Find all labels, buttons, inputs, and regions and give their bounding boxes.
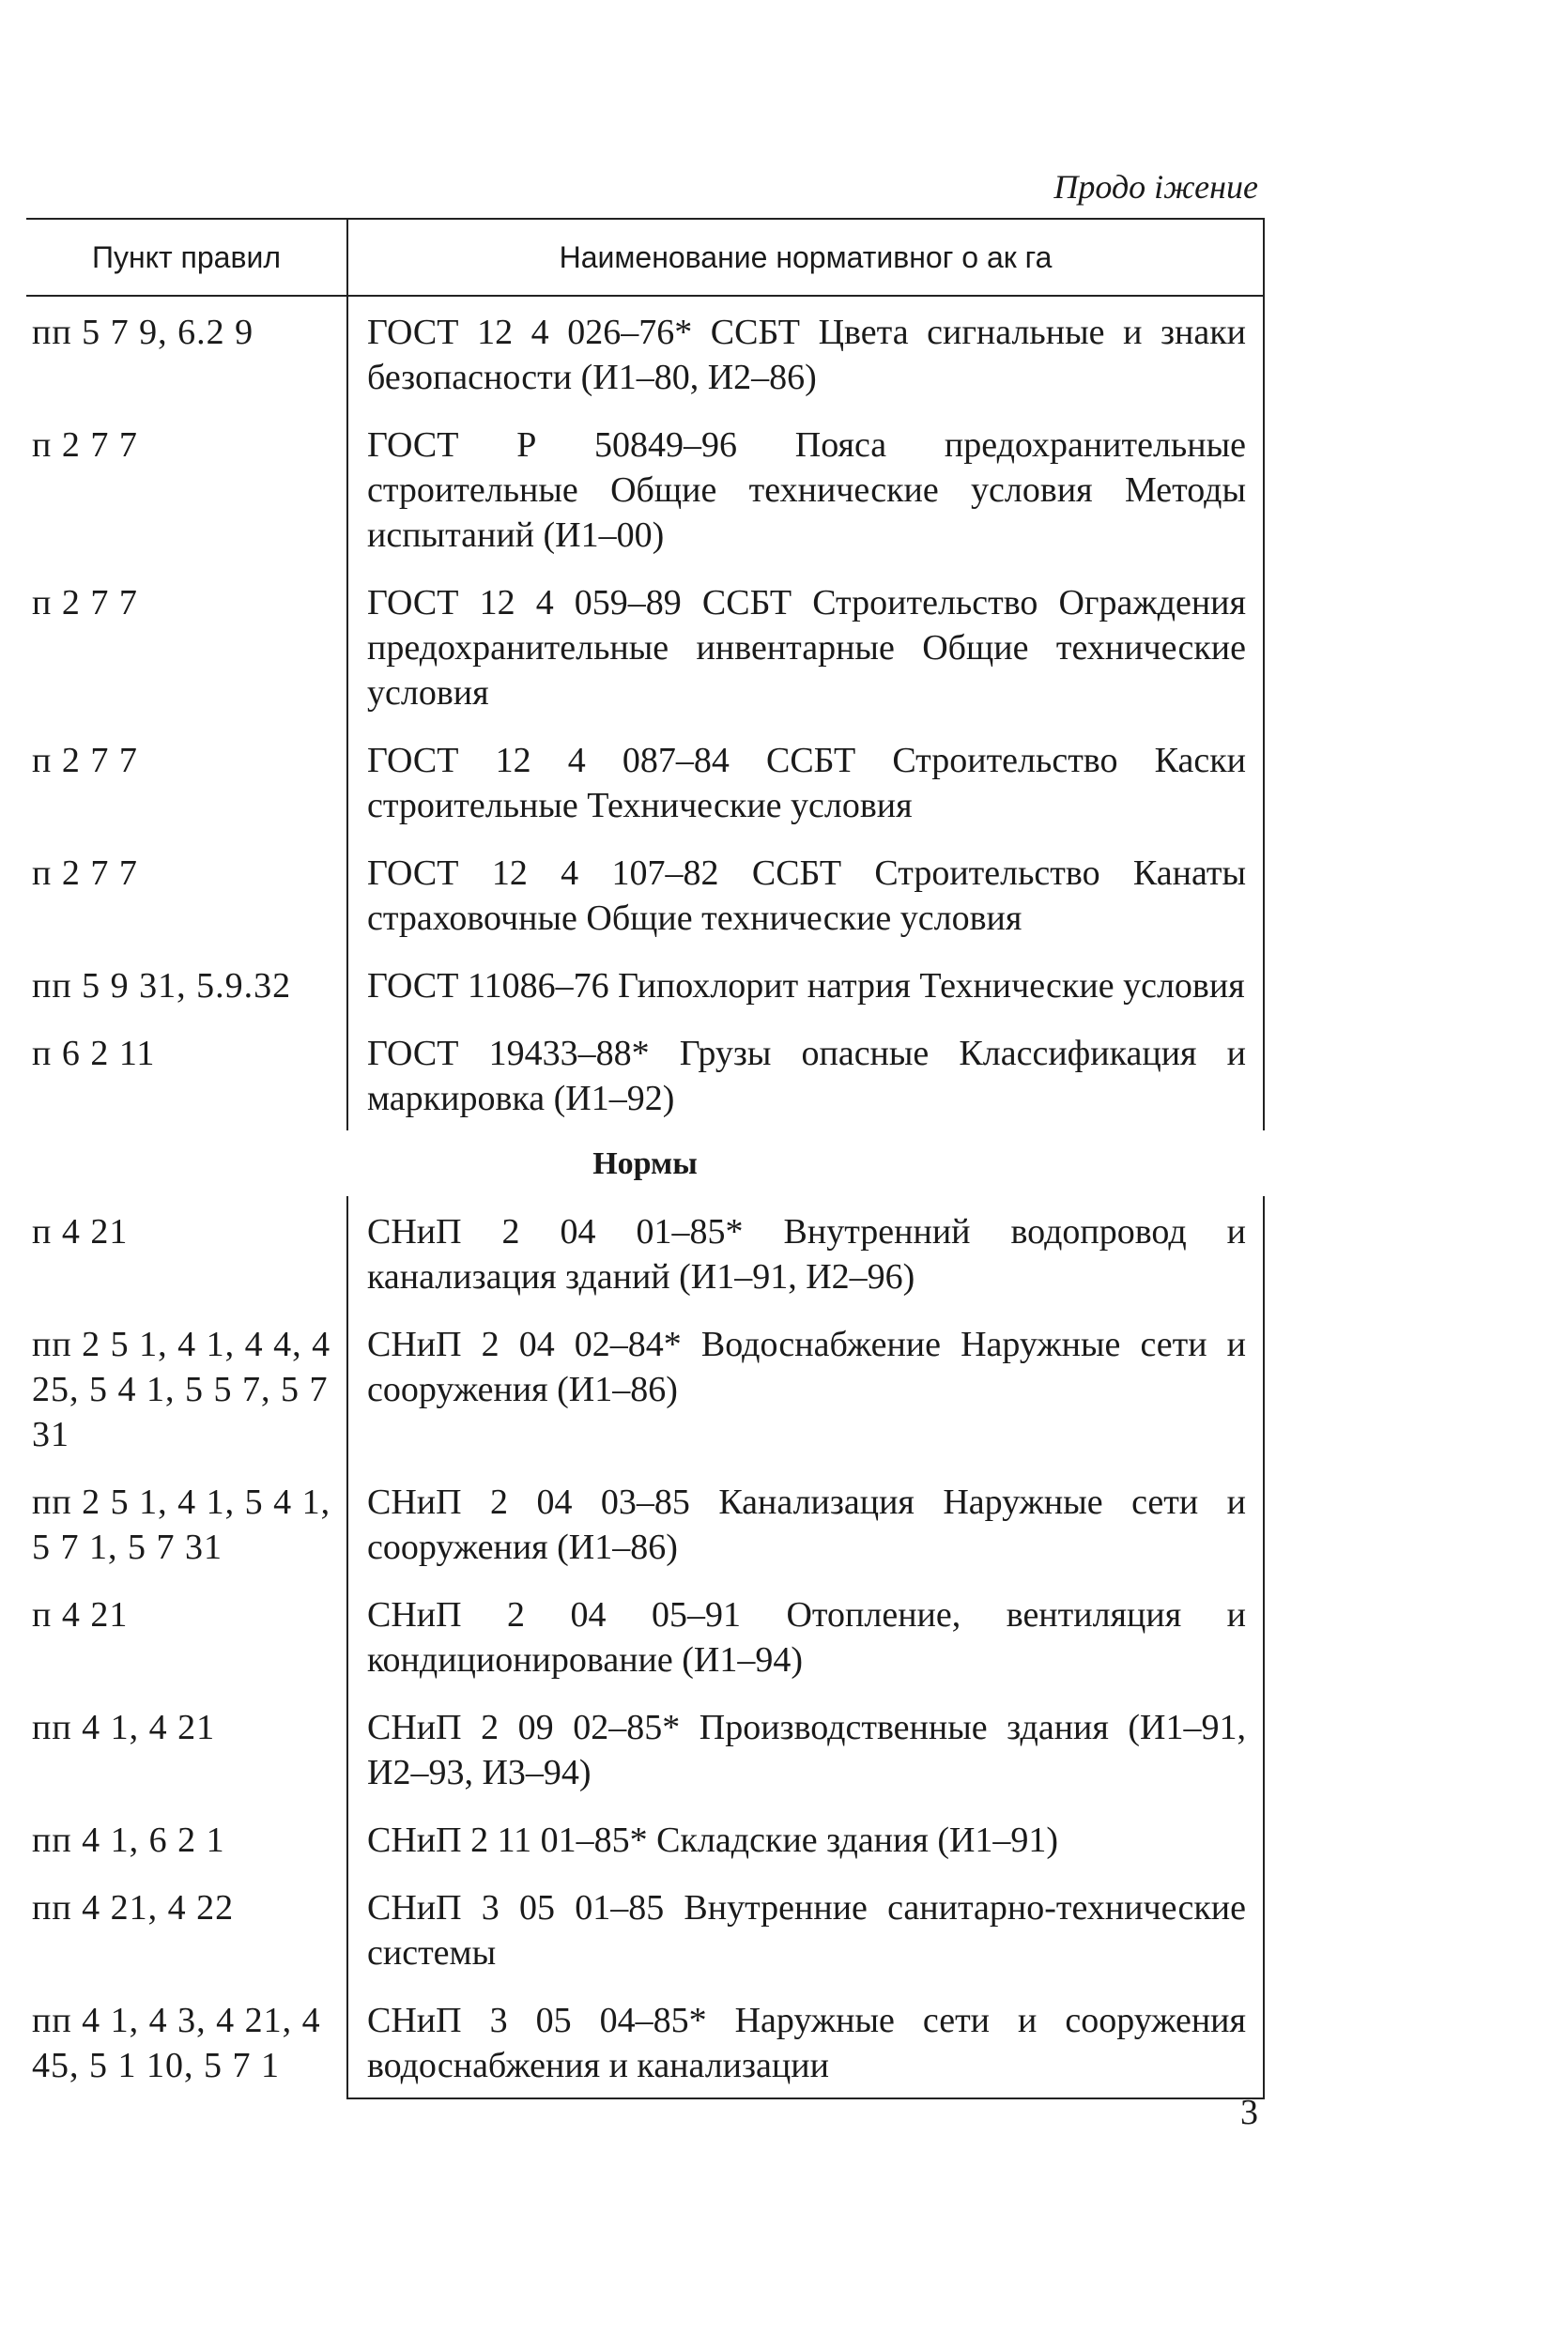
table-row bbox=[26, 725, 1264, 837]
clause-cell: пп 2 5 1, 4 1, 5 4 1, 5 7 1, 5 7 31 bbox=[32, 1483, 331, 1567]
table-row bbox=[26, 409, 1264, 567]
clause-cell: п 6 2 11 bbox=[32, 1034, 156, 1073]
table-row bbox=[26, 1805, 1264, 1872]
table-row bbox=[26, 1872, 1264, 1985]
clause-cell: пп 4 21, 4 22 bbox=[32, 1888, 235, 1928]
table-row bbox=[26, 1579, 1264, 1692]
table-row bbox=[26, 1467, 1264, 1579]
normative-acts-table bbox=[26, 218, 1265, 2099]
clause-cell: пп 5 9 31, 5.9.32 bbox=[32, 966, 292, 1006]
act-cell: СНиП 2 09 02–85* Производственные здания (И1–91, И2–93, И3–94) bbox=[347, 1692, 1264, 1805]
table-row bbox=[26, 1692, 1264, 1805]
clause-cell: п 4 21 bbox=[32, 1212, 129, 1252]
table-row bbox=[26, 567, 1264, 725]
act-cell: СНиП 2 04 05–91 Отопление, вентиляция и кондиционирование (И1–94) bbox=[347, 1579, 1264, 1692]
act-cell: ГОСТ 19433–88* Грузы опасные Классификация и маркировка (И1–92) bbox=[347, 1018, 1264, 1130]
column-header-clause: Пункт правил bbox=[26, 219, 347, 296]
act-cell: ГОСТ 11086–76 Гипохлорит натрия Технические условия bbox=[347, 950, 1264, 1018]
act-cell: ГОСТ Р 50849–96 Пояса предохранительные строительные Общие технические условия Методы испытаний (И1–00) bbox=[347, 409, 1264, 567]
clause-cell: п 4 21 bbox=[32, 1595, 129, 1635]
table-row bbox=[26, 950, 1264, 1018]
table-row bbox=[26, 296, 1264, 409]
clause-cell: пп 4 1, 6 2 1 bbox=[32, 1821, 225, 1860]
act-cell: СНиП 2 04 02–84* Водоснабжение Наружные сети и сооружения (И1–86) bbox=[347, 1309, 1264, 1467]
clause-cell: п 2 7 7 bbox=[32, 425, 138, 465]
column-header-act: Наименование нормативног о ак га bbox=[347, 219, 1264, 296]
table-header-row bbox=[26, 219, 1264, 296]
table-row bbox=[26, 837, 1264, 950]
table-row bbox=[26, 1196, 1264, 1309]
clause-cell: пп 4 1, 4 3, 4 21, 4 45, 5 1 10, 5 7 1 bbox=[32, 2001, 321, 2085]
clause-cell: пп 5 7 9, 6.2 9 bbox=[32, 313, 254, 352]
section-row bbox=[26, 1130, 1264, 1196]
table-row bbox=[26, 1309, 1264, 1467]
clause-cell: пп 2 5 1, 4 1, 4 4, 4 25, 5 4 1, 5 5 7, 5 7 31 bbox=[32, 1325, 331, 1454]
page-number: 3 bbox=[1240, 2093, 1258, 2132]
act-cell: ГОСТ 12 4 087–84 ССБТ Строительство Каски строительные Технические условия bbox=[347, 725, 1264, 837]
act-cell: СНиП 3 05 01–85 Внутренние санитарно-технические системы bbox=[347, 1872, 1264, 1985]
clause-cell: п 2 7 7 bbox=[32, 853, 138, 893]
clause-cell: пп 4 1, 4 21 bbox=[32, 1708, 216, 1747]
clause-cell: п 2 7 7 bbox=[32, 741, 138, 780]
act-cell: СНиП 2 04 01–85* Внутренний водопровод и канализация зданий (И1–91, И2–96) bbox=[347, 1196, 1264, 1309]
act-cell: ГОСТ 12 4 026–76* ССБТ Цвета сигнальные и знаки безопасности (И1–80, И2–86) bbox=[347, 296, 1264, 409]
continuation-label: Продо іжение bbox=[1053, 168, 1258, 206]
section-title: Нормы bbox=[592, 1146, 698, 1181]
clause-cell: п 2 7 7 bbox=[32, 583, 138, 622]
act-cell: ГОСТ 12 4 059–89 ССБТ Строительство Ограждения предохранительные инвентарные Общие технические условия bbox=[347, 567, 1264, 725]
act-cell: СНиП 2 04 03–85 Канализация Наружные сети и сооружения (И1–86) bbox=[347, 1467, 1264, 1579]
act-cell: ГОСТ 12 4 107–82 ССБТ Строительство Канаты страховочные Общие технические условия bbox=[347, 837, 1264, 950]
act-cell: СНиП 2 11 01–85* Складские здания (И1–91) bbox=[347, 1805, 1264, 1872]
act-cell: СНиП 3 05 04–85* Наружные сети и сооружения водоснабжения и канализации bbox=[347, 1985, 1264, 2098]
table-row bbox=[26, 1018, 1264, 1130]
table-row bbox=[26, 1985, 1264, 2098]
